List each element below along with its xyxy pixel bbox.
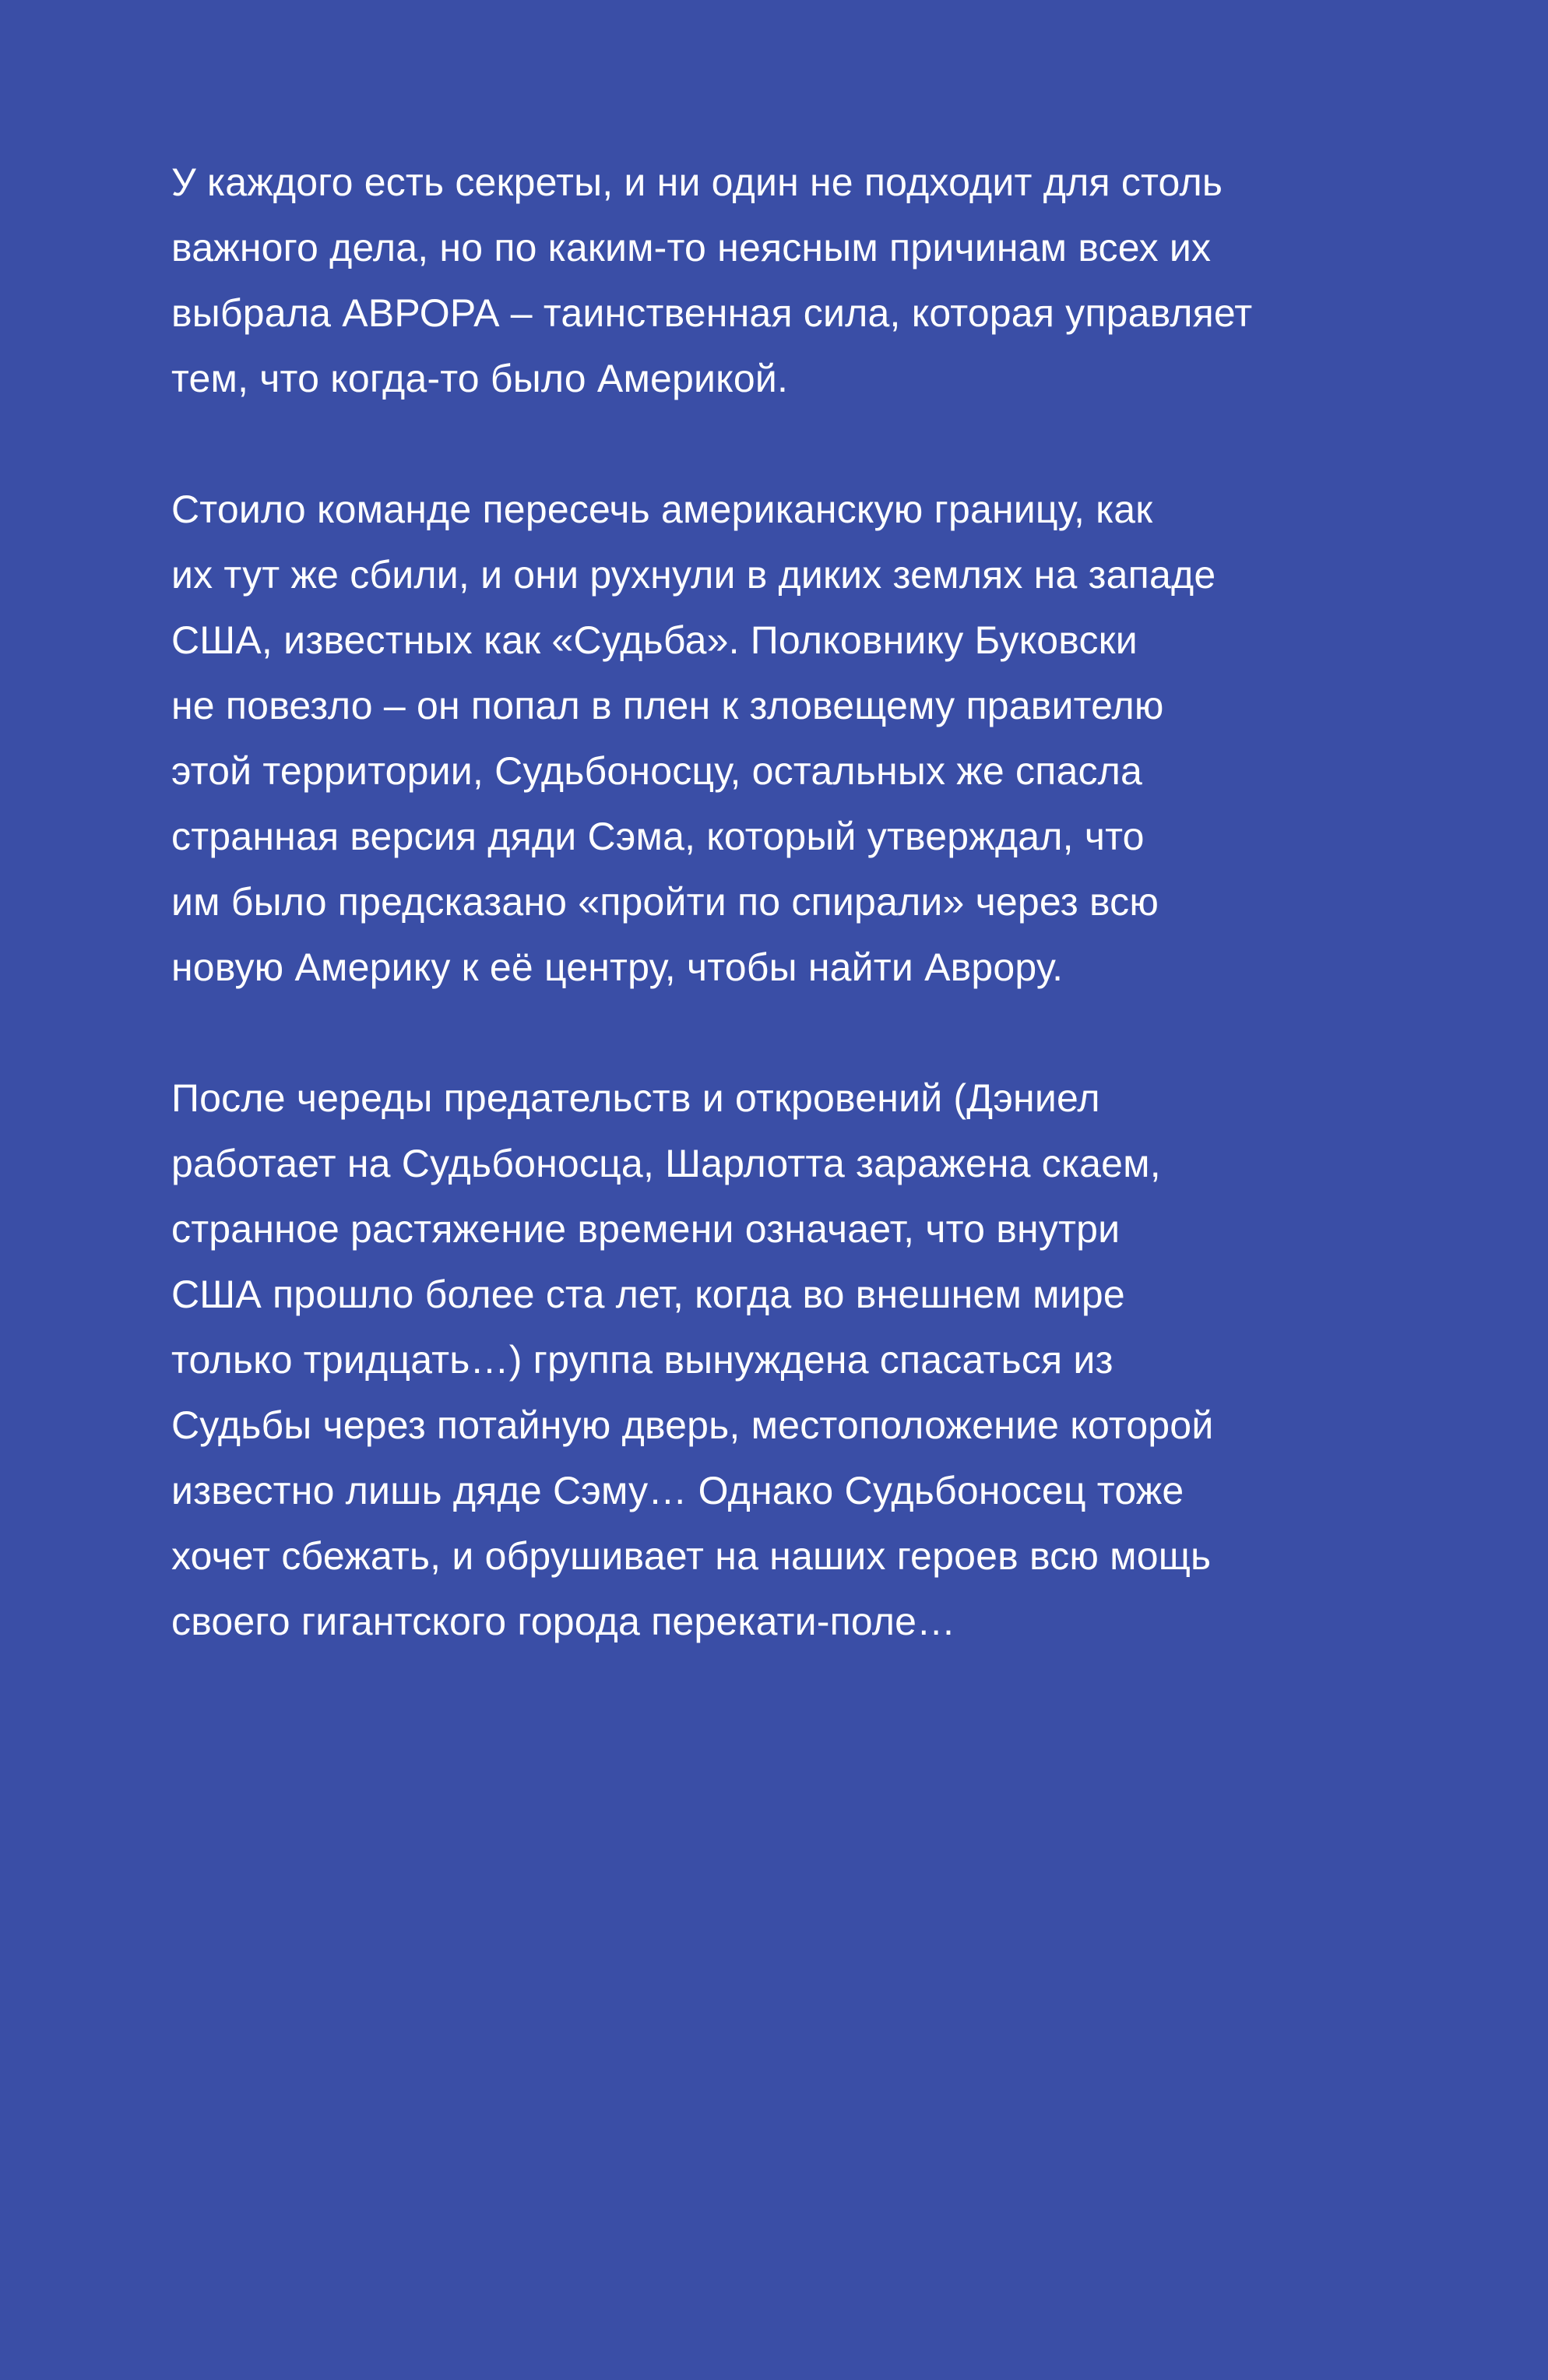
text-line: хочет сбежать, и обрушивает на наших героев всю мощь bbox=[171, 1534, 1212, 1578]
text-line: своего гигантского города перекати-поле… bbox=[171, 1600, 956, 1643]
text-line: Стоило команде пересечь американскую границу, как bbox=[171, 488, 1153, 531]
text-line: работает на Судьбоносца, Шарлотта заражена скаем, bbox=[171, 1142, 1161, 1185]
text-line: тем, что когда-то было Америкой. bbox=[171, 357, 789, 400]
paragraph-2 bbox=[171, 477, 1377, 1000]
text-line: не повезло – он попал в плен к зловещему правителю bbox=[171, 684, 1164, 727]
text-line: У каждого есть секреты, и ни один не подходит для столь bbox=[171, 160, 1223, 204]
text-line: США, известных как «Судьба». Полковнику Буковски bbox=[171, 618, 1138, 662]
text-line: странное растяжение времени означает, что внутри bbox=[171, 1207, 1121, 1251]
text-line: этой территории, Судьбоносцу, остальных же спасла bbox=[171, 749, 1143, 793]
text-line: им было предсказано «пройти по спирали» через всю bbox=[171, 880, 1159, 924]
text-line: важного дела, но по каким-то неясным причинам всех их bbox=[171, 226, 1212, 269]
paragraph-1 bbox=[171, 150, 1377, 411]
text-line: выбрала АВРОРА – таинственная сила, которая управляет bbox=[171, 291, 1253, 335]
text-line: США прошло более ста лет, когда во внешнем мире bbox=[171, 1273, 1125, 1316]
text-line: новую Америку к её центру, чтобы найти Аврору. bbox=[171, 945, 1064, 989]
text-line: После череды предательств и откровений (Дэниел bbox=[171, 1076, 1100, 1120]
text-line: Судьбы через потайную дверь, местоположение которой bbox=[171, 1403, 1214, 1447]
text-line: известно лишь дяде Сэму… Однако Судьбоносец тоже bbox=[171, 1469, 1184, 1512]
paragraph-3 bbox=[171, 1065, 1377, 1654]
text-line: их тут же сбили, и они рухнули в диких землях на западе bbox=[171, 553, 1216, 597]
text-line: только тридцать…) группа вынуждена спасаться из bbox=[171, 1338, 1114, 1382]
text-line: странная версия дяди Сэма, который утверждал, что bbox=[171, 815, 1145, 858]
